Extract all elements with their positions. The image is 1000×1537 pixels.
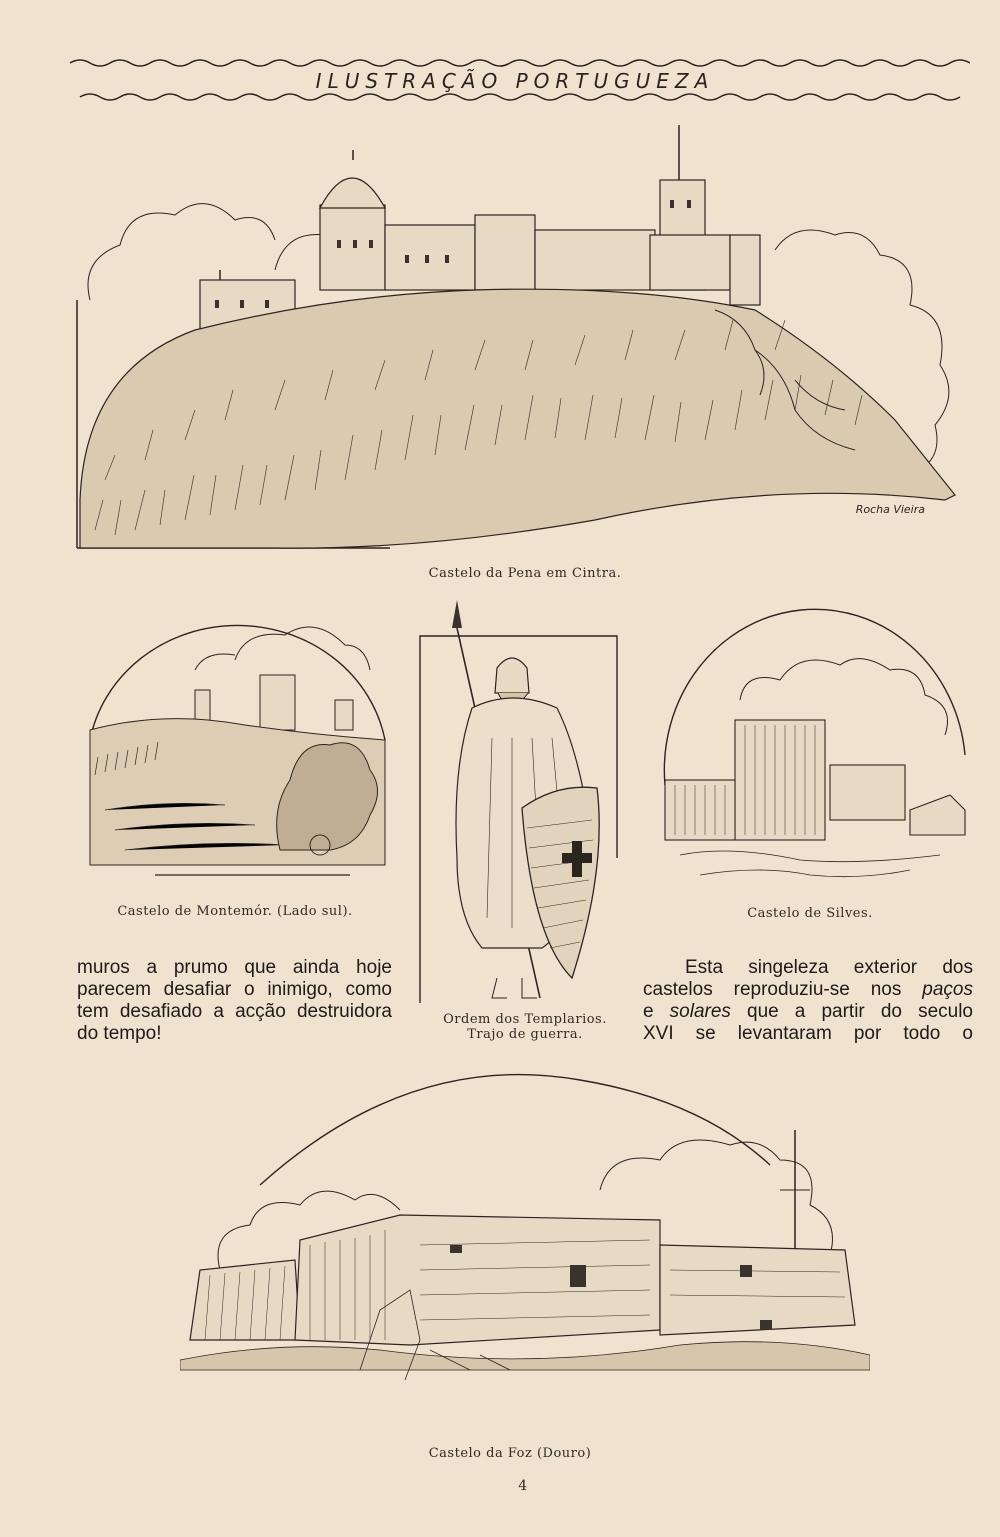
caption-pena: Castelo da Pena em Cintra. [428, 566, 622, 581]
text-right-line-3-a: e [643, 1001, 670, 1022]
pena-drawing [75, 120, 975, 550]
text-right-column [643, 957, 973, 1045]
text-left-line-2: parecem desafiar o inimigo, como [77, 979, 392, 1000]
text-left-line-1: muros a prumo que ainda hoje [77, 957, 392, 978]
caption-foz: Castelo da Foz (Douro) [428, 1446, 592, 1461]
page-number: 4 [518, 1478, 528, 1494]
illustration-silves [660, 605, 970, 895]
text-left-line-4: do tempo! [77, 1023, 162, 1044]
caption-montemor: Castelo de Montemór. (Lado sul). [117, 904, 353, 919]
text-right-line-2-a: castelos reproduziu-se nos [643, 979, 923, 1000]
text-left-column [77, 957, 392, 1045]
masthead-title: ILUSTRAÇÃO PORTUGUEZA [315, 69, 715, 93]
illustration-foz [180, 1070, 870, 1440]
montemor-drawing [85, 600, 390, 890]
caption-templarios-line1: Ordem dos Templarios. [443, 1012, 607, 1027]
illustration-montemor [85, 600, 390, 890]
illustration-pena [75, 120, 975, 550]
caption-silves: Castelo de Silves. [747, 906, 873, 921]
pena-signature: Rocha Vieira [855, 503, 925, 516]
silves-drawing [660, 605, 970, 895]
text-right-line-4: XVI se levantaram por todo o [643, 1023, 973, 1044]
text-right-line-2 [643, 979, 973, 1001]
text-right-line-3-em: solares [669, 1001, 731, 1022]
foz-drawing [180, 1070, 870, 1440]
templar-drawing [412, 598, 627, 1006]
text-right-line-2-em: paços [922, 979, 973, 1000]
text-left-line-3: tem desafiado a acção destruidora [77, 1001, 392, 1022]
illustration-templarios [412, 598, 627, 1006]
caption-templarios [420, 1012, 630, 1042]
text-right-line-3-b: que a partir do seculo [730, 1001, 973, 1022]
masthead [60, 55, 970, 110]
text-right-line-3 [643, 1001, 973, 1023]
caption-templarios-line2: Trajo de guerra. [467, 1027, 583, 1042]
text-right-line-1: Esta singeleza exterior dos [685, 957, 973, 978]
